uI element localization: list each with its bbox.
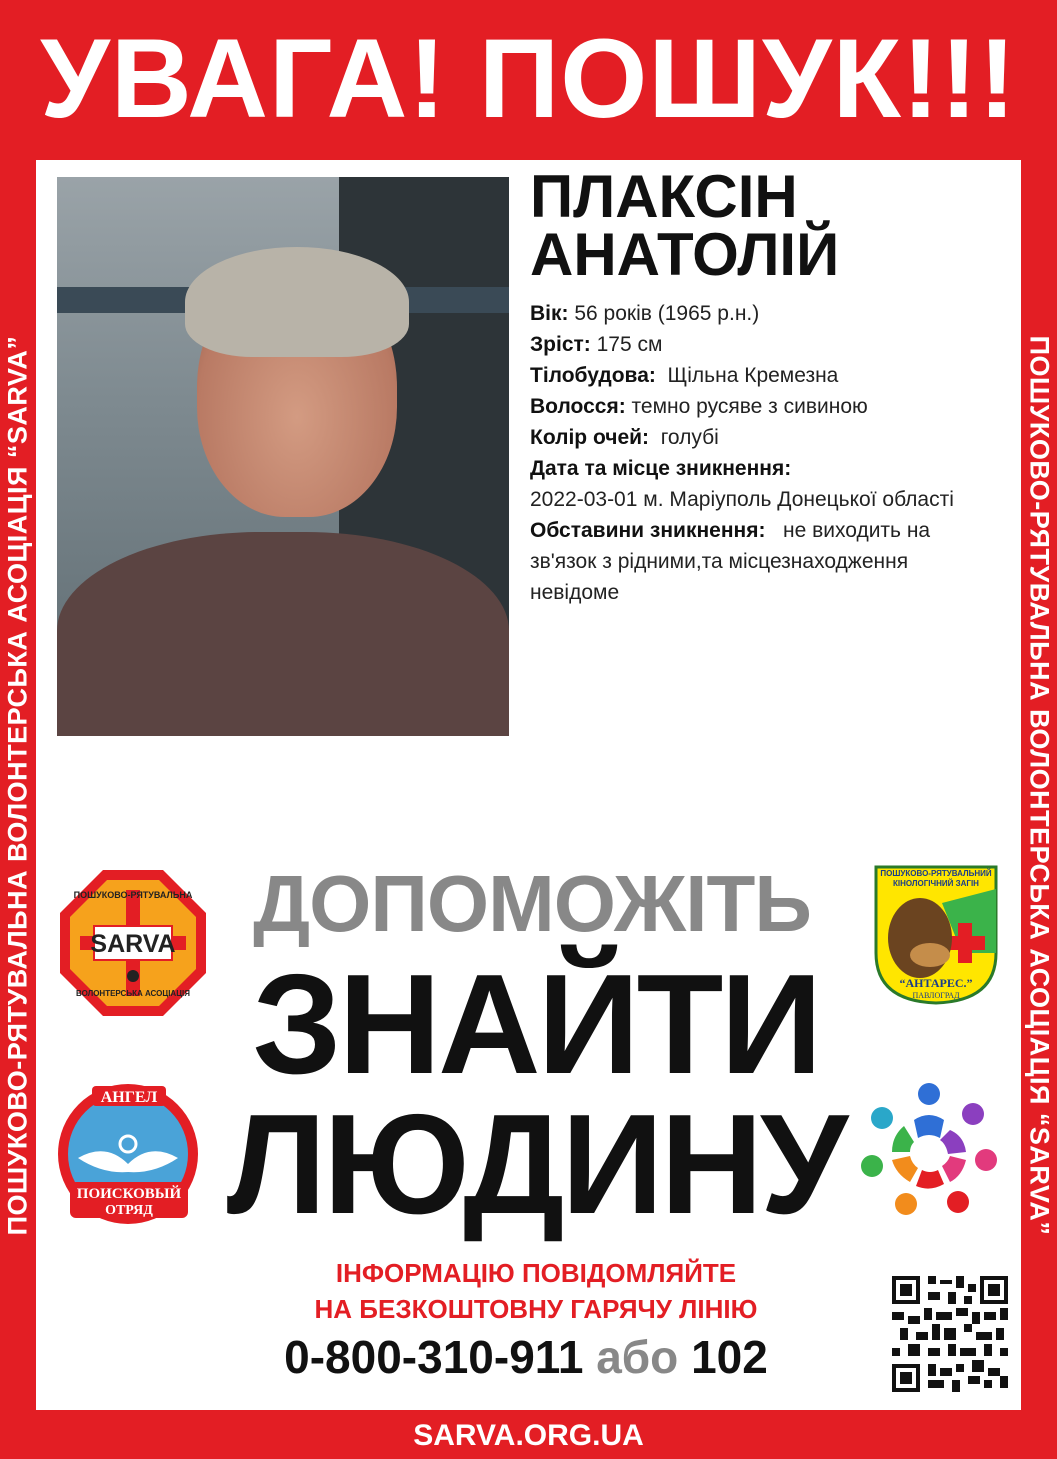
detail-height-label: Зріст: — [530, 333, 591, 356]
report-line-2: НА БЕЗКОШТОВНУ ГАРЯЧУ ЛІНІЮ — [314, 1294, 758, 1324]
report-instructions — [236, 1255, 836, 1327]
sarva-logo — [58, 868, 208, 1018]
find-line-2: ЛЮДИНУ — [226, 1085, 846, 1244]
detail-hair-value: темно русяве з сивиною — [631, 395, 868, 418]
detail-build — [530, 360, 1000, 391]
detail-height — [530, 329, 1000, 360]
detail-build-value: Щільна Кремезна — [667, 364, 839, 387]
find-line-1: ЗНАЙТИ — [252, 945, 820, 1104]
sarva-logo-bottom-text: ВОЛОНТЕРСЬКА АСОЦІАЦІЯ — [75, 989, 191, 998]
antares-logo-top2: КІНОЛОГІЧНИЙ ЗАГІН — [893, 879, 979, 888]
detail-date-place — [530, 453, 1000, 484]
detail-date-place-value: 2022-03-01 м. Маріуполь Донецької області — [530, 488, 954, 511]
paw-icon — [127, 970, 139, 982]
poster-panel — [36, 160, 1021, 1410]
person-details — [530, 298, 1000, 608]
detail-hair-label: Волосся: — [530, 395, 626, 418]
antares-logo-top1: ПОШУКОВО-РЯТУВАЛЬНИЙ — [880, 869, 992, 878]
find-person-heading — [216, 945, 856, 1244]
sarva-logo-top-text: ПОШУКОВО-РЯТУВАЛЬНА — [73, 890, 193, 900]
detail-age — [530, 298, 1000, 329]
detail-eyes-label: Колір очей: — [530, 426, 650, 449]
angel-logo — [56, 1082, 201, 1227]
side-text-left-label: ПОШУКОВО-РЯТУВАЛЬНА ВОЛОНТЕРСЬКА АСОЦІАЦІЯ “SARVA” — [2, 335, 33, 1235]
help-heading: ДОПОМОЖІТЬ — [253, 859, 811, 948]
detail-age-value: 56 років (1965 р.н.) — [574, 302, 760, 325]
angel-logo-top: АНГЕЛ — [100, 1089, 158, 1106]
detail-eyes — [530, 422, 1000, 453]
angel-logo-bottom2: ОТРЯД — [105, 1203, 153, 1218]
antares-logo-name: “АНТАРЕС.” — [899, 976, 973, 990]
angel-logo-bottom1: ПОИСКОВЫЙ — [76, 1186, 182, 1202]
side-text-right-label: ПОШУКОВО-РЯТУВАЛЬНА ВОЛОНТЕРСЬКА АСОЦІАЦІЯ “SARVA” — [1024, 335, 1055, 1235]
antares-logo — [872, 863, 1000, 1005]
detail-circumstances — [530, 515, 1000, 608]
person-surname: ПЛАКСІН — [530, 163, 798, 230]
detail-circumstances-label: Обставини зникнення: — [530, 519, 766, 542]
qr-code[interactable] — [892, 1276, 1008, 1392]
person-firstname: АНАТОЛІЙ — [530, 221, 840, 288]
side-text-left — [0, 160, 36, 1410]
dog-icon — [888, 898, 952, 978]
hotline-phone[interactable] — [196, 1330, 856, 1384]
person-name — [530, 163, 840, 288]
side-text-right — [1021, 160, 1057, 1410]
phone-main[interactable]: 0-800-310-911 — [284, 1331, 584, 1383]
detail-eyes-value: голубі — [660, 426, 719, 449]
detail-date-place-label: Дата та місце зникнення: — [530, 457, 792, 480]
report-line-1: ІНФОРМАЦІЮ ПОВІДОМЛЯЙТЕ — [335, 1258, 737, 1288]
detail-circumstances-value: не виходить на зв'язок з рідними,та місцезнаходження невідоме — [530, 519, 931, 604]
detail-build-label: Тілобудова: — [530, 364, 656, 387]
phone-or: або — [596, 1331, 679, 1383]
detail-height-value: 175 см — [596, 333, 663, 356]
detail-age-label: Вік: — [530, 302, 569, 325]
detail-hair — [530, 391, 1000, 422]
sarva-logo-name: SARVA — [90, 930, 176, 958]
phone-alt[interactable]: 102 — [691, 1331, 768, 1383]
person-photo — [57, 177, 509, 736]
header-title: УВАГА! ПОШУК!!! — [40, 16, 1017, 141]
website-link[interactable]: SARVA.ORG.UA — [413, 1419, 644, 1452]
people-circle-logo — [858, 1080, 1000, 1222]
antares-logo-city: ПАВЛОГРАД — [912, 991, 960, 1000]
